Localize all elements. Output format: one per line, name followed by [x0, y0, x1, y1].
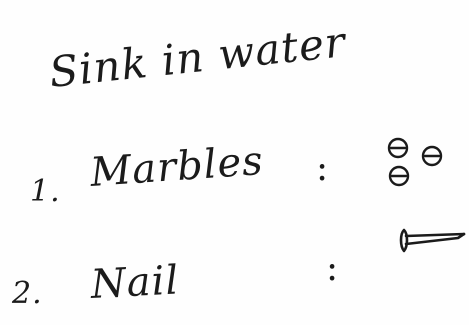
marbles-sketch-icon — [382, 134, 448, 194]
item-1-label: Marbles — [88, 138, 266, 196]
item-2-label: Nail — [89, 257, 181, 308]
note-title: Sink in water — [46, 17, 349, 97]
nail-sketch-icon — [396, 222, 468, 258]
item-1-separator: : — [316, 148, 330, 189]
item-1-number: 1. — [30, 174, 61, 209]
nail-shaft-top — [406, 234, 464, 236]
nail-head — [401, 230, 407, 251]
item-2-number: 2. — [12, 276, 43, 311]
item-2-separator: : — [326, 248, 340, 289]
